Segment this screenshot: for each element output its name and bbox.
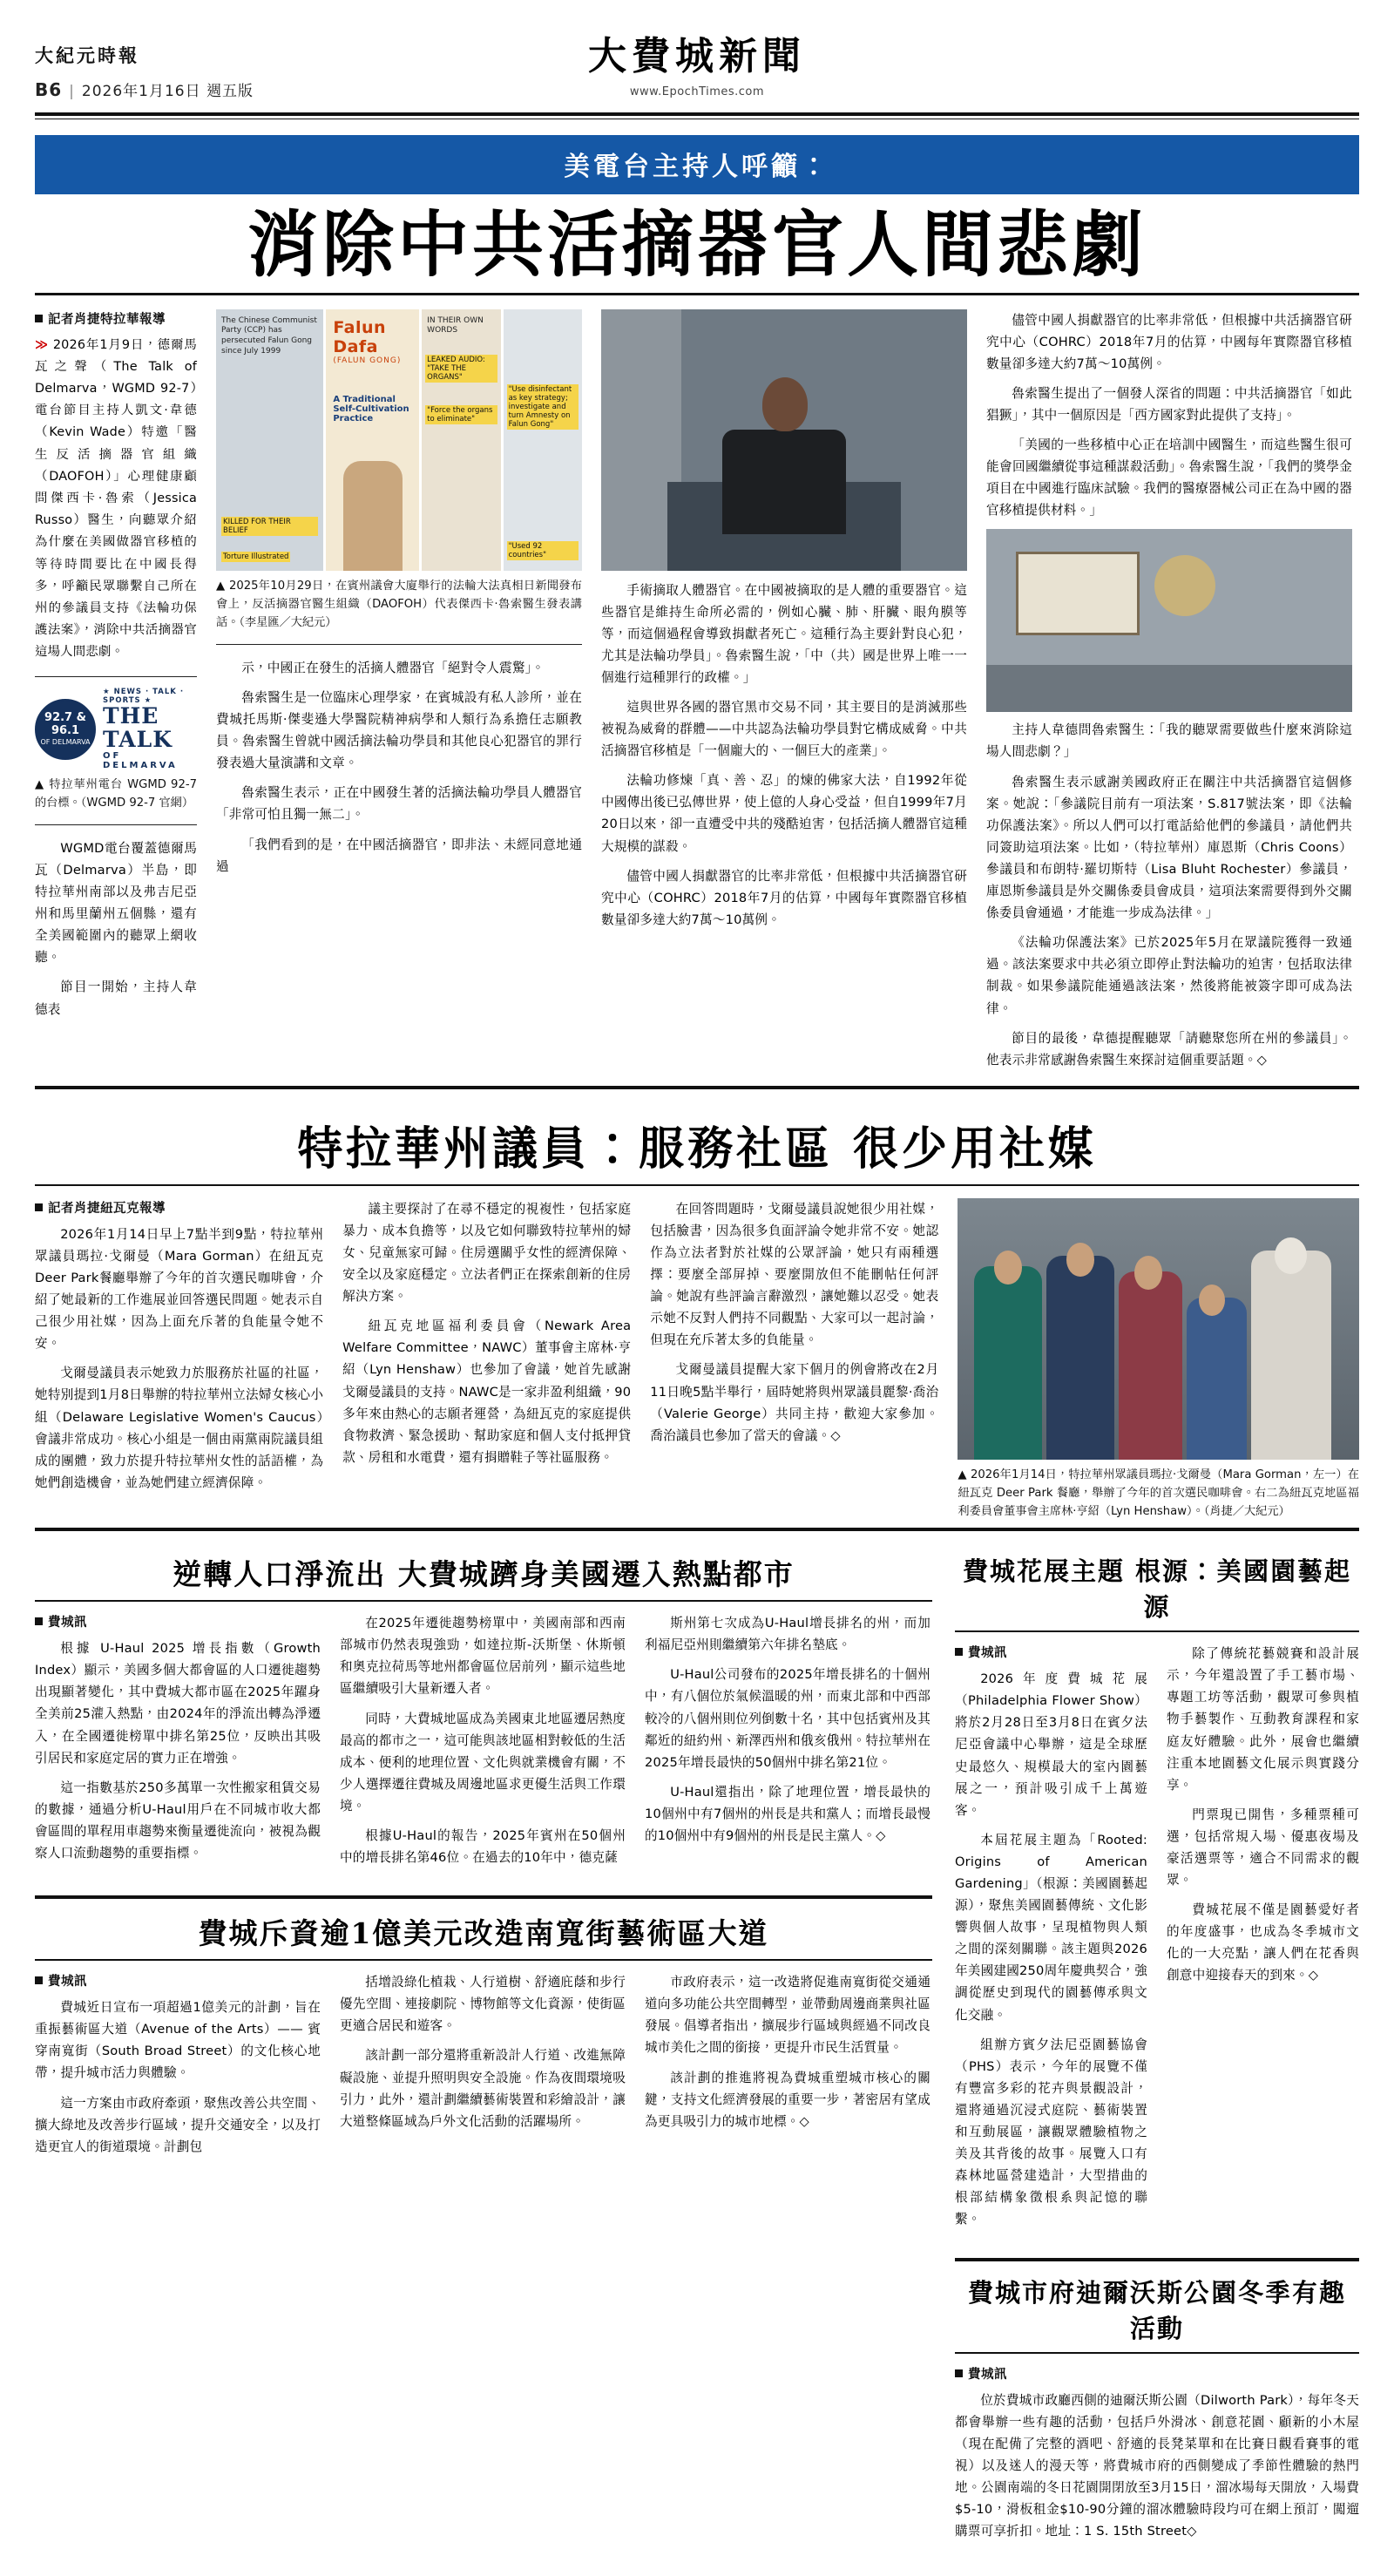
story4-byline-text: 費城訊: [968, 1646, 1007, 1661]
s3-c1-para-0: 根據 U-Haul 2025 增長指數（Growth Index）顯示，美國多個大都會區的人口遷徙趨勢出現顯著變化，其中費城大都市區在2025年躍身全美前25灌入熱點，由2024年的淨流出轉為淨遷入，在全國遷徙榜單中排名第25位，反映出其吸引居民和家庭定居的實力正在增強。: [35, 1641, 321, 1766]
story4-rule: [955, 1630, 1359, 1632]
s3-c2-para-0: 在2025年遷徙趨勢榜單中，美國南部和西南部城市仍然表現強勁，如達拉斯-沃斯堡、休斯頓和奧克拉荷馬等地州都會區位居前列，顯示這些地區繼續吸引大量新遷入者。: [340, 1616, 626, 1697]
speaker-body: [722, 430, 847, 534]
col2-para-2: 魯索醫生表示，正在中國發生著的活摘法輪功學員人體器官「非常可怕且獨一無二」。: [216, 785, 582, 823]
story3-column-3: [645, 1612, 930, 1876]
s3-c2-para-2: 根據U-Haul的報告，2025年賓州在50個州中的增長排名第46位。在過去的10年中，德克薩: [340, 1828, 626, 1866]
col3-para-3b: 儘管中國人捐獻器官的比率非常低，但根據中共活摘器官研究中心（COHRC）2018年7月的估算，中國每年實際器官移植數量卻多達大約7萬～10萬例。: [986, 312, 1352, 371]
falun-dafa-title: Falun Dafa: [333, 317, 387, 356]
story4-headline: 費城花展主題 根源：美國園藝起源: [962, 1556, 1352, 1623]
speaker-photo: [601, 309, 967, 571]
s4-para-2: 組辦方賓夕法尼亞園藝協會（PHS）表示，今年的展覽不僅有豐富多彩的花卉與景觀設計，還將通過沉浸式庭院、藝術裝置和互動展區，讓觀眾體驗植物之美及其背後的故事。展覽入口有森林地區營建造計，大型措曲的根部結構象徵根系與記憶的聯繫。: [955, 2037, 1147, 2227]
headline-rule: [35, 293, 1359, 295]
col4-para-1: 魯索醫生表示感謝美國政府正在關注中共活摘器官這個修案。她說：「參議院目前有一項法案，S.817號法案，即《法輪功保護法案》。所以人們可以打電話給他們的參議員，請他們共同簽助這項法案。比如，（特拉華州）庫恩斯（Chris Coons）參議員和布朗特·羅切斯特（Lisa Bluht Rochester）參議員，庫恩斯參議員是外交關係委員會成員，這項法案需要得到外交關係委員會通過，才能進一步成為法律。」: [986, 774, 1352, 921]
story6-byline-text: 費城訊: [968, 2367, 1007, 2382]
divider: [35, 676, 197, 677]
website-url: www.EpochTimes.com: [629, 85, 765, 98]
col4-para-2: 《法輪功保護法案》已於2025年5月在眾議院獲得一致通過。該法案要求中共必須立即停止對法輪功的迫害，包括取法律制裁。如果參議院能通過該法案，然後將能被簽字即可成為法律。: [986, 935, 1352, 1016]
byline-square-icon: [955, 1648, 963, 1656]
publication-logo: 大紀元時報: [35, 44, 139, 66]
byline-square-icon: [35, 1203, 43, 1211]
col2-para-3: 「我們看到的是，在中國活摘器官，即非法、未經同意地通過: [216, 837, 582, 874]
top-story-photo-caption: ▲ 2025年10月29日，在賓州議會大廈舉行的法輪大法真相日新聞發布會上，反活摘器官醫生組織（DAOFOH）代表傑西卡·魯索醫生發表講話。（李星匯／大紀元）: [216, 579, 582, 629]
f2-c2-para-1: 紐瓦克地區福利委員會（Newark Area Welfare Committee，NAWC）董事會主席林·亨紹（Lyn Henshaw）也參加了會議，她首先感謝戈爾曼議員的支持。NAWC是一家非盈利組織，90多年來由熱心的志願者運營，為紐瓦克的家庭提供食物救濟、緊急援助、幫助家庭和個人支付抵押貸款、房租和水電費，還有捐贈鞋子等社區服務。: [342, 1319, 632, 1465]
story5-column-3: [645, 1971, 930, 2166]
radio-logo-photo-caption: ▲ 特拉華州電台 WGMD 92-7 的台標。（WGMD 92-7 官網）: [35, 777, 197, 810]
collage-tag-6: "Used 92 countries": [507, 541, 579, 560]
col2-para-1: 魯索醫生是一位臨床心理學家，在賓城設有私人診所，並在費城托馬斯·傑斐遜大學醫院精神病學和人類行為系擔任志願教員。魯索醫生曾就中國活摘法輪功學員和其他良心犯器官的罪行發表過大量演講和文章。: [216, 690, 582, 771]
byline-square-icon: [35, 1617, 43, 1625]
s3-c1-para-1: 這一指數基於250多萬單一次性搬家租賃交易的數據，通過分析U-Haul用戶在不同城市收大都會區間的單程用車趨勢來衡量遷徙流向，被視為觀察人口流動趨勢的重要指標。: [35, 1779, 321, 1861]
feature2-photo-caption: ▲ 2026年1月14日，特拉華州眾議員瑪拉·戈爾曼（Mara Gorman，左一）在紐瓦克 Deer Park 餐廳，舉辦了今年的首次選民咖啡會。右二為紐瓦克地區福利委員會董事會主席林·亨紹（Lyn Henshaw）。（肖捷／大紀元）: [958, 1468, 1359, 1519]
byline-square-icon: [35, 315, 43, 322]
f2-c1-para-1: 戈爾曼議員表示她致力於服務於社區的社區，她特別提到1月8日舉辦的特拉華州立法婦女核心小組（Delaware Legislative Women's Caucus）會議非常成功。核心小組是一個由兩黨兩院議員組成的團體，致力於提升特拉華州女性的話語權，為她們創造機會，並為她們建立經濟保障。: [35, 1366, 324, 1490]
radio-logo-text: [103, 688, 197, 770]
s3-c3-para-0: 斯州第七次成為U-Haul增長排名的州，而加利福尼亞州則繼續第六年排名墊底。: [645, 1616, 930, 1653]
masthead: [35, 24, 1359, 105]
collage-tag-1: KILLED FOR THEIR BELIEF: [221, 517, 318, 536]
feature2-byline-text: 記者肖捷紐瓦克報導: [48, 1201, 166, 1216]
story5-rule: [35, 1959, 932, 1961]
story3-byline: [35, 1612, 321, 1630]
feature2-headline: 特拉華州議員：服務社區 很少用社媒: [296, 1122, 1098, 1176]
story5-top-rule: [35, 1895, 932, 1899]
top-story-column-3: [601, 309, 967, 1079]
section-title: 大費城新聞: [588, 34, 806, 78]
byline-square-icon: [35, 1976, 43, 1984]
practitioner-figure: [343, 461, 403, 571]
s4-para-1: 本屆花展主題為「Rooted: Origins of American Gardening」（根源：美國園藝起源），聚焦美國園藝傳統、文化影響與個人故事，呈現植物與人類之間的深刻關聯。該主題與2026年美國建國250周年慶典契合，強調從歷史到現代的園藝傳承與文化交融。: [955, 1832, 1147, 2023]
top-story-column-4: [986, 309, 1352, 1079]
section-rule-1: [35, 1086, 1359, 1089]
collage-tag-2: Torture Illustrated: [223, 552, 289, 561]
feature2-column-3: [650, 1198, 938, 1521]
story6-top-rule: [955, 2258, 1359, 2261]
top-story-kicker: 美電台主持人呼籲：: [35, 135, 1359, 194]
collage-right-title: IN THEIR OWN WORDS: [427, 315, 484, 336]
arrow-icon: ≫: [35, 337, 49, 352]
masthead-left: [35, 42, 296, 100]
story6-byline: [955, 2364, 1359, 2383]
s3-c3-para-2: U-Haul還指出，除了地理位置，增長最快的10個州中有7個州的州長是共和黨人；而增長最慢的10個州中有9個州的州長是民主黨人。◇: [645, 1784, 930, 1844]
presentation-screen: [1016, 552, 1140, 636]
person-4-head: [1199, 1285, 1225, 1316]
story4-column-2: [1167, 1643, 1359, 2238]
radio-logo-caption: OF DELMARVA: [40, 737, 91, 746]
f2-c1-para-0: 2026年1月14日早上7點半到9點，特拉華州眾議員瑪拉·戈爾曼（Mara Gorman）在紐瓦克Deer Park餐廳舉辦了今年的首次選民咖啡會，介紹了她最新的工作進展並回答選民問題。她表示自己很少用社媒，因為上面充斥著的負能量令她不安。: [35, 1226, 324, 1352]
story5-column-1: [35, 1971, 321, 2166]
page-meta: B6 | 2026年1月16日 週五版: [35, 79, 254, 100]
speaker-head: [762, 377, 808, 431]
col3-para-4: 魯索醫生提出了一個發人深省的問題：中共活摘器官「如此猖獗」，其中一個原因是「西方國家對此提供了支持」。: [986, 385, 1352, 423]
col1-para-1: 節目一開始，主持人韋德表: [35, 980, 197, 1017]
radio-frequency: 92.7 & 96.1: [44, 711, 86, 737]
feature2-column-1: [35, 1198, 323, 1521]
s4-para-3: 除了傳統花藝競賽和設計展示，今年還設置了手工藝市場、專題工坊等活動，觀眾可參與植物手藝製作、互動教育課程和家庭友好體驗。此外，展會也繼續注重本地園藝文化展示與實踐分享。: [1167, 1646, 1359, 1793]
story3-body: [35, 1612, 932, 1876]
top-story-body: [35, 309, 1359, 1079]
byline: [35, 309, 197, 328]
radio-logo-badge: [35, 699, 96, 760]
story5-byline-text: 費城訊: [48, 1975, 87, 1990]
page-number: B6: [35, 79, 63, 100]
story3-headline: 逆轉人口淨流出 大費城躋身美國遷入熱點都市: [173, 1557, 795, 1592]
section-rule-2: [35, 1528, 1359, 1531]
bottom-right-column: [955, 1552, 1359, 2550]
top-story-column-2: [216, 309, 582, 1079]
story4-column-1: [955, 1643, 1147, 2238]
s4-para-5: 費城花展不僅是園藝愛好者的年度盛事，也成為冬季城市文化的一大亮點，讓人們在花香與創意中迎接春天的到來。◇: [1167, 1902, 1359, 1983]
collage-left-text: The Chinese Communist Party (CCP) has persecuted Falun Gong since July 1999: [221, 315, 317, 356]
conference-table: [986, 665, 1352, 713]
person-5: [1251, 1251, 1331, 1460]
top-story-headline: 消除中共活摘器官人間悲劇: [247, 203, 1147, 287]
col3-para-5: 「美國的一些移植中心正在培訓中國醫生，而這些醫生很可能會回國繼續從事這種謀殺活動」。魯索醫生說，「我們的獎學金項目在中國進行臨床試驗。我們的醫療器械公司正在為中國的器官移植提供材料。」: [986, 437, 1352, 519]
radio-logo-kicker: ★ NEWS · TALK · SPORTS ★: [103, 688, 185, 706]
divider-2: [35, 824, 197, 825]
story5-byline: [35, 1971, 321, 1990]
story6-rule: [955, 2352, 1359, 2354]
f2-c3-para-0: 在回答問題時，戈爾曼議員說她很少用社媒，包括臉書，因為很多負面評論令她非常不安。她認作為立法者對於社媒的公眾評論，她只有兩種選擇：要麼全部屏掉、要麼開放但不能刪帖任何評論。她說有些評論言辭激烈，讓她難以忍受。她表示她不反對人們持不同觀點、大家可以一起討論，但現在充斥著太多的負能量。: [650, 1201, 939, 1348]
story5-headline: 費城斥資逾1億美元改造南寬街藝術區大道: [198, 1916, 769, 1951]
masthead-center: [296, 24, 1098, 100]
collage-tag-5: "Use disinfectant as key strategy; investigate and turn Amnesty on Falun Gong": [507, 384, 579, 430]
byline-square-icon: [955, 2369, 963, 2377]
s4-para-4: 門票現已開售，多種票種可選，包括常規入場、優惠夜場及豪活選票等，適合不同需求的觀眾。: [1167, 1807, 1359, 1888]
story3-rule: [35, 1600, 932, 1602]
radio-logo-name: THE TALK: [103, 703, 173, 752]
feature2-body: [35, 1198, 1359, 1521]
bottom-section: [35, 1552, 1359, 2550]
person-3-head: [1134, 1256, 1162, 1290]
feature2-rule: [35, 1184, 1359, 1186]
col4-para-3: 節目的最後，韋德提醒聽眾「請聽聚您所在州的參議員」。他表示非常感謝魯索醫生來探討這個重要話題。◇: [986, 1030, 1352, 1068]
s4-para-0: 2026年度費城花展（Philadelphia Flower Show）將於2月28日至3月8日在賓夕法尼亞會議中心舉辦，這是全球歷史最悠久、規模最大的室內園藝展之一，預計吸引成千上萬遊客。: [955, 1671, 1147, 1818]
exhibit-collage-photo: [216, 309, 582, 571]
person-2: [1046, 1256, 1114, 1460]
divider-3: [216, 644, 582, 645]
collage-tag-4: "Force the organs to eliminate": [425, 405, 497, 424]
state-seal-icon: [1154, 555, 1215, 616]
s6-para-0: 位於費城市政廳西側的迪爾沃斯公園（Dilworth Park），每年冬天都會舉辦一些有趣的活動，包括戶外滑冰、創意花園、顧新的小木屋（現在配備了完整的酒吧、舒適的長凳菜單和在比賽日觀看賽事的電視）以及迷人的漫天等，將費城市府的西側變成了季節性體驗的熱門地。公園南端的冬日花園開閉放至3月15日，溜冰場每天開放，入場費$5-10，滑板租金$10-90分鐘的溜冰體驗時段均可在網上預訂，闖遛購票可享折扣。地址：1 S. 15th Street◇: [955, 2392, 1359, 2539]
radio-station-logo: [35, 689, 197, 769]
byline-text: 記者肖捷特拉華報導: [48, 312, 166, 327]
person-1-head: [994, 1251, 1022, 1285]
col3-para-3: 儘管中國人捐獻器官的比率非常低，但根據中共活摘器官研究中心（COHRC）2018年7月的估算，中國每年實際器官移植數量卻多達大約7萬～10萬例。: [601, 868, 967, 927]
collage-panel-right-1: [422, 309, 500, 571]
col3-para-0: 手術摘取人體器官。在中國被摘取的是人體的重要器官。這些器官是維持生命所必需的，例如心臟、肺、肝臟、眼角膜等等，而這個過程會導致捐獻者死亡。這種行為主要針對良心犯，尤其是法輪功學員」。魯索醫生說，「中（共）國是世界上唯一一個進行這種罪行的政權。」: [601, 582, 967, 685]
coffee-meeting-group-photo: [958, 1198, 1359, 1460]
s5-c3-para-0: 市政府表示，這一改造將促進南寬街從交通通道向多功能公共空間轉型，並帶動周邊商業與社區發展。倡導者指出，擴展步行區域與經過不同改良城市美化之間的銜接，更提升市民生活質量。: [645, 1975, 930, 2056]
col4-para-0: 主持人韋德問魯索醫生：「我的聽眾需要做些什麼來消除這場人間悲劇？」: [986, 722, 1352, 760]
col1-para-0: WGMD電台覆蓋德爾馬瓦（Delmarva）半島，即特拉華州南部以及弗吉尼亞州和馬里蘭州五個縣，還有全美國範圍內的聽眾上網收聽。: [35, 840, 197, 966]
s3-c2-para-1: 同時，大費城地區成為美國東北地區遷居熱度最高的都市之一，這可能與該地區相對較低的生活成本、便利的地理位置、文化與就業機會有關，不少人選擇遷往費城及周邊地區求更優生活與工作環境。: [340, 1711, 626, 1813]
collage-panel-left: [216, 309, 323, 571]
hearing-room-photo: [986, 529, 1352, 712]
lead-paragraph: [35, 335, 197, 664]
top-story-column-1: [35, 309, 197, 1079]
feature2-byline: [35, 1198, 323, 1217]
f2-c2-para-0: 議主要探討了在尋不穩定的視複性，包括家庭暴力、成本負擔等，以及它如何聯致特拉華州的婦女、兒童無家可歸。住房選關乎女性的經濟保障、安全以及家庭穩定。立法者們正在探索創新的住房解決方案。: [342, 1201, 632, 1305]
s5-c2-para-0: 括增設綠化植栽、人行道樹、舒適庇蔭和步行優先空間、連接劇院、博物館等文化資源，使街區更適合居民和遊客。: [340, 1975, 626, 2034]
s3-c3-para-1: U-Haul公司發布的2025年增長排名的十個州中，有八個位於氣候溫暖的州，而東北部和中西部較冷的八個州則位列倒數十名，其中包括賓州及其鄰近的紐約州、新澤西州和俄亥俄州。特拉華州在2025年增長最快的50個州中排名第21位。: [645, 1667, 930, 1770]
story6-body: [955, 2364, 1359, 2543]
story4-body: [955, 1643, 1359, 2238]
publication-date: 2026年1月16日 週五版: [81, 83, 254, 100]
radio-logo-region: OF DELMARVA: [103, 750, 178, 770]
feature2-column-2: [342, 1198, 631, 1521]
story5-column-2: [340, 1971, 626, 2166]
bottom-left-column: [35, 1552, 932, 2550]
story3-byline-text: 費城訊: [48, 1616, 87, 1630]
person-2-head: [1066, 1243, 1094, 1277]
collage-panel-center: [326, 309, 419, 571]
lead-text: 2026年1月9日，德爾馬瓦之聲（The Talk of Delmarva，WGMD 92-7）電台節目主持人凱文·韋德（Kevin Wade）特邀「醫生反活摘器官組織（DAOFOH）」心理健康顧問傑西卡·魯索（Jessica Russo）醫生，向聽眾介紹為什麼在美國做器官移植的等待時間要比在中國長得多，呼籲民眾聯繫自己所在州的參議員支持《法輪功保護法案》，消除中共活摘器官這場人間悲劇。: [35, 337, 197, 660]
person-1: [974, 1266, 1042, 1460]
story5-body: [35, 1971, 932, 2166]
collage-panel-right-2: [504, 309, 582, 571]
collage-tag-3: LEAKED AUDIO: "TAKE THE ORGANS": [425, 355, 497, 383]
feature2-photo-column: [958, 1198, 1359, 1521]
s5-c1-para-0: 費城近日宣布一項超過1億美元的計劃，旨在重振藝術區大道（Avenue of the Arts）—— 賓穿南寬街（South Broad Street）的文化核心地帶，提升城市活力與體驗。: [35, 2000, 321, 2081]
falun-dafa-line: A Traditional Self-Cultivation Practice: [333, 394, 409, 424]
falun-dafa-subtitle: (FALUN GONG): [333, 356, 402, 365]
s5-c1-para-1: 這一方案由市政府牽頭，聚焦改善公共空間、擴大綠地及改善步行區域，提升交通安全，以及打造更宜人的街道環境。計劃包: [35, 2095, 321, 2154]
f2-c3-para-1: 戈爾曼議員提醒大家下個月的例會將改在2月11日晚5點半舉行，屆時她將與州眾議員麗黎·喬治（Valerie George）共同主持，歡迎大家參加。喬治議員也參加了當天的會議。◇: [650, 1362, 939, 1443]
col2-para-0: 示，中國正在發生的活摘人體器官「絕對令人震驚」。: [241, 660, 545, 675]
story3-column-1: [35, 1612, 321, 1876]
person-3: [1119, 1271, 1183, 1460]
person-5-head: [1275, 1237, 1307, 1274]
col3-para-1: 這與世界各國的器官黑市交易不同，其主要目的是消滅那些被視為威脅的群體——中共認為法輪功學員對它構成威脅。中共活摘器官移植是「一個龐大的、一個巨大的產業」。: [601, 700, 967, 759]
s5-c3-para-1: 該計劃的推進將視為費城重塑城市核心的關鍵，支持文化經濟發展的重要一步，著密居有望成為更具吸引力的城市地標。◇: [645, 2070, 930, 2129]
masthead-rule: [35, 112, 1359, 116]
col3-para-2: 法輪功修煉「真、善、忍」的煉的佛家大法，自1992年從中國傳出後已弘傳世界，使上億的人身心受益，但自1999年7月20日以來，卻一直遭受中共的殘酷迫害，包括活摘人體器官這種大規模的謀殺。: [601, 773, 967, 854]
story4-byline: [955, 1643, 1147, 1661]
person-4: [1187, 1298, 1247, 1460]
story3-column-2: [340, 1612, 626, 1876]
s5-c2-para-1: 該計劃一部分還將重新設計人行道、改進無障礙設施、並提升照明與安全設施。作為夜間環境吸引力，此外，還計劃繼續藝術裝置和彩繪設計，讓大道整條區域為戶外文化活動的活躍場所。: [340, 2048, 626, 2129]
story6-headline: 費城市府迪爾沃斯公園冬季有趣活動: [967, 2277, 1346, 2343]
